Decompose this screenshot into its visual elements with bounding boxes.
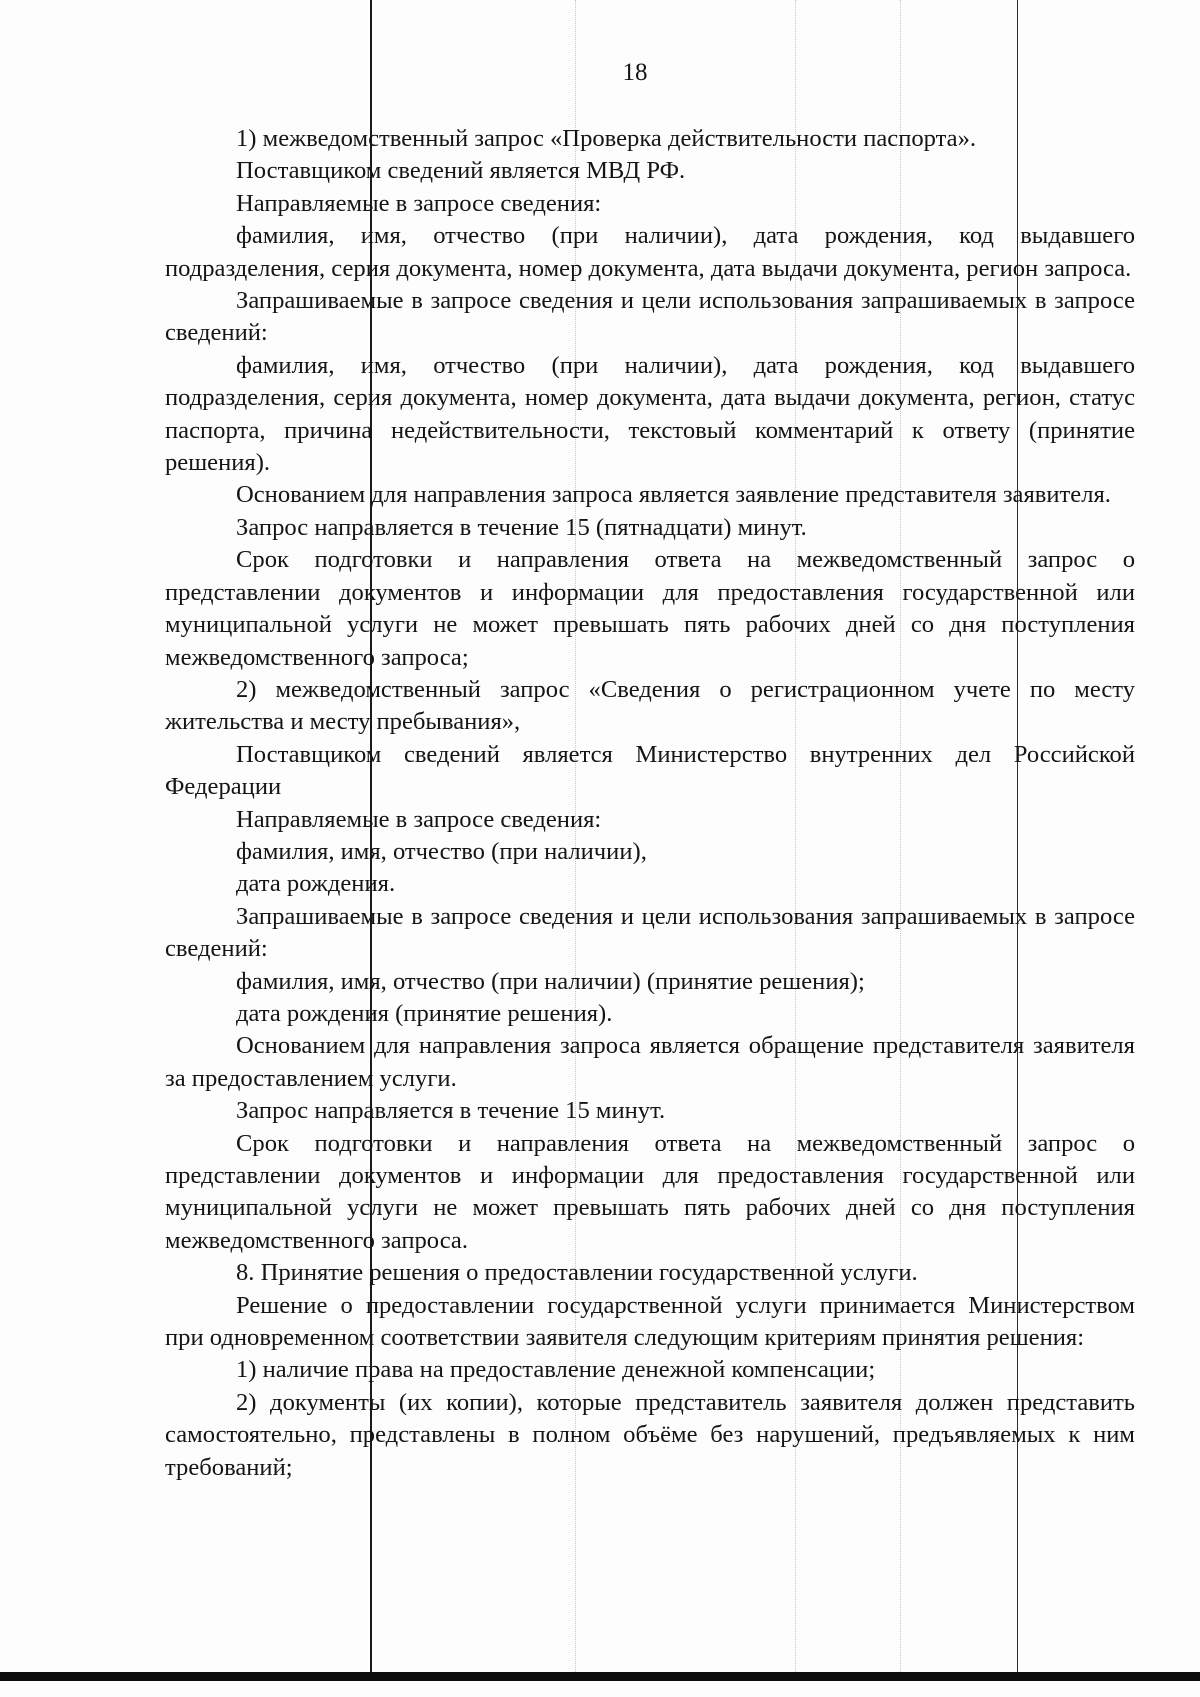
paragraph: фамилия, имя, отчество (при наличии), дата рождения, код выдавшего подразделения, серия документа, номер документа, дата выдачи документа, регион запроса.	[165, 222, 1135, 282]
paragraph: Срок подготовки и направления ответа на межведомственный запрос о представлении документов и информации для предоставления государственной или муниципальной услуги не может превышать пять рабочих дней со дня поступления межведомственного запроса.	[165, 1129, 1135, 1254]
paragraph: 2) межведомственный запрос «Сведения о регистрационном учете по месту жительства и месту пребывания»,	[165, 675, 1135, 736]
paragraph: дата рождения.	[236, 870, 396, 898]
paragraph: дата рождения (принятие решения).	[236, 999, 613, 1027]
document-body	[165, 123, 1135, 1484]
page-number: 18	[622, 59, 648, 86]
paragraph: Направляемые в запросе сведения:	[236, 805, 602, 833]
paragraph: фамилия, имя, отчество (при наличии), дата рождения, код выдавшего подразделения, серия документа, номер документа, дата выдачи документа, регион, статус паспорта, причина недействительности, текстовый комментарий к ответу (принятие решения).	[165, 351, 1135, 477]
paragraph: 8. Принятие решения о предоставлении государственной услуги.	[236, 1259, 918, 1287]
paragraph: Основанием для направления запроса является заявление представителя заявителя.	[236, 481, 1111, 509]
paragraph: фамилия, имя, отчество (при наличии),	[236, 837, 647, 865]
paragraph: 1) наличие права на предоставление денежной компенсации;	[236, 1356, 876, 1384]
paragraph: Запрос направляется в течение 15 (пятнадцати) минут.	[236, 513, 807, 541]
paragraph: 1) межведомственный запрос «Проверка действительности паспорта».	[236, 125, 977, 152]
paragraph: Поставщиком сведений является Министерство внутренних дел Российской Федерации	[165, 740, 1135, 801]
paragraph: Запрос направляется в течение 15 минут.	[236, 1097, 666, 1125]
paragraph: Запрашиваемые в запросе сведения и цели использования запрашиваемых в запросе сведений:	[165, 902, 1135, 963]
scan-bottom-edge	[0, 1672, 1200, 1681]
paragraph: фамилия, имя, отчество (при наличии) (принятие решения);	[236, 967, 865, 995]
paragraph: Направляемые в запросе сведения:	[236, 189, 602, 217]
paragraph: 2) документы (их копии), которые представитель заявителя должен представить самостоятельно, представлены в полном объёме без нарушений, предъявляемых к ним требований;	[165, 1388, 1135, 1481]
paragraph: Решение о предоставлении государственной услуги принимается Министерством при одновременном соответствии заявителя следующим критериям принятия решения:	[165, 1291, 1135, 1352]
paragraph: Срок подготовки и направления ответа на межведомственный запрос о представлении документов и информации для предоставления государственной или муниципальной услуги не может превышать пять рабочих дней со дня поступления межведомственного запроса;	[165, 546, 1135, 671]
paragraph: Поставщиком сведений является МВД РФ.	[236, 157, 686, 185]
paragraph: Запрашиваемые в запросе сведения и цели использования запрашиваемых в запросе сведений:	[165, 287, 1135, 347]
paragraph: Основанием для направления запроса является обращение представителя заявителя за предоставлением услуги.	[165, 1032, 1135, 1092]
